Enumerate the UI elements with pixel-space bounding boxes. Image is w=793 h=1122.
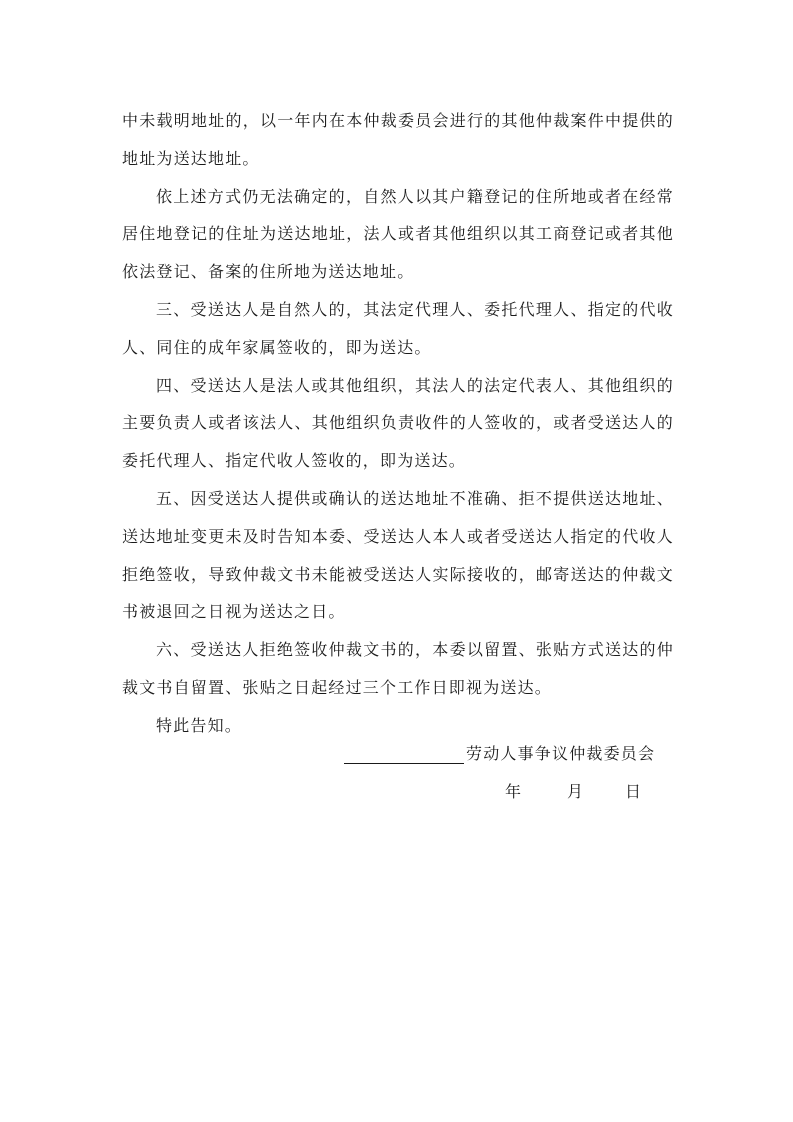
date-month-label: 月 — [567, 782, 584, 801]
paragraph-failed-delivery: 五、因受送达人提供或确认的送达地址不准确、拒不提供送达地址、送达地址变更未及时告知本委、受送达人本人或者受送达人指定的代收人拒绝签收，导致仲裁文书未能被受送达人实际接收的，邮寄送达的仲裁文书被退回之日视为送达之日。 — [122, 488, 674, 622]
document-body — [122, 102, 674, 745]
date-line — [505, 782, 641, 802]
signature-organization: 劳动人事争议仲裁委员会 — [466, 744, 656, 763]
paragraph-address-continuation: 中未载明地址的，以一年内在本仲裁委员会进行的其他仲裁案件中提供的地址为送达地址。 — [122, 111, 674, 168]
paragraph-closing: 特此告知。 — [156, 715, 243, 735]
paragraph-refused-receipt: 六、受送达人拒绝签收仲裁文书的，本委以留置、张贴方式送达的仲裁文书自留置、张贴之日起经过三个工作日即视为送达。 — [122, 640, 674, 697]
signature-blank-underline — [344, 741, 464, 764]
paragraph-organization-receipt: 四、受送达人是法人或其他组织，其法人的法定代表人、其他组织的主要负责人或者该法人、其他组织负责收件的人签收的，或者受送达人的委托代理人、指定代收人签收的，即为送达。 — [122, 375, 674, 471]
date-day-label: 日 — [625, 782, 642, 801]
paragraph-natural-person-receipt: 三、受送达人是自然人的，其法定代理人、委托代理人、指定的代收人、同住的成年家属签收的，即为送达。 — [122, 299, 674, 357]
signature-line — [344, 738, 655, 764]
paragraph-fallback-address: 依上述方式仍无法确定的，自然人以其户籍登记的住所地或者在经常居住地登记的住址为送达地址，法人或者其他组织以其工商登记或者其他依法登记、备案的住所地为送达地址。 — [122, 186, 674, 282]
date-year-label: 年 — [505, 782, 522, 801]
